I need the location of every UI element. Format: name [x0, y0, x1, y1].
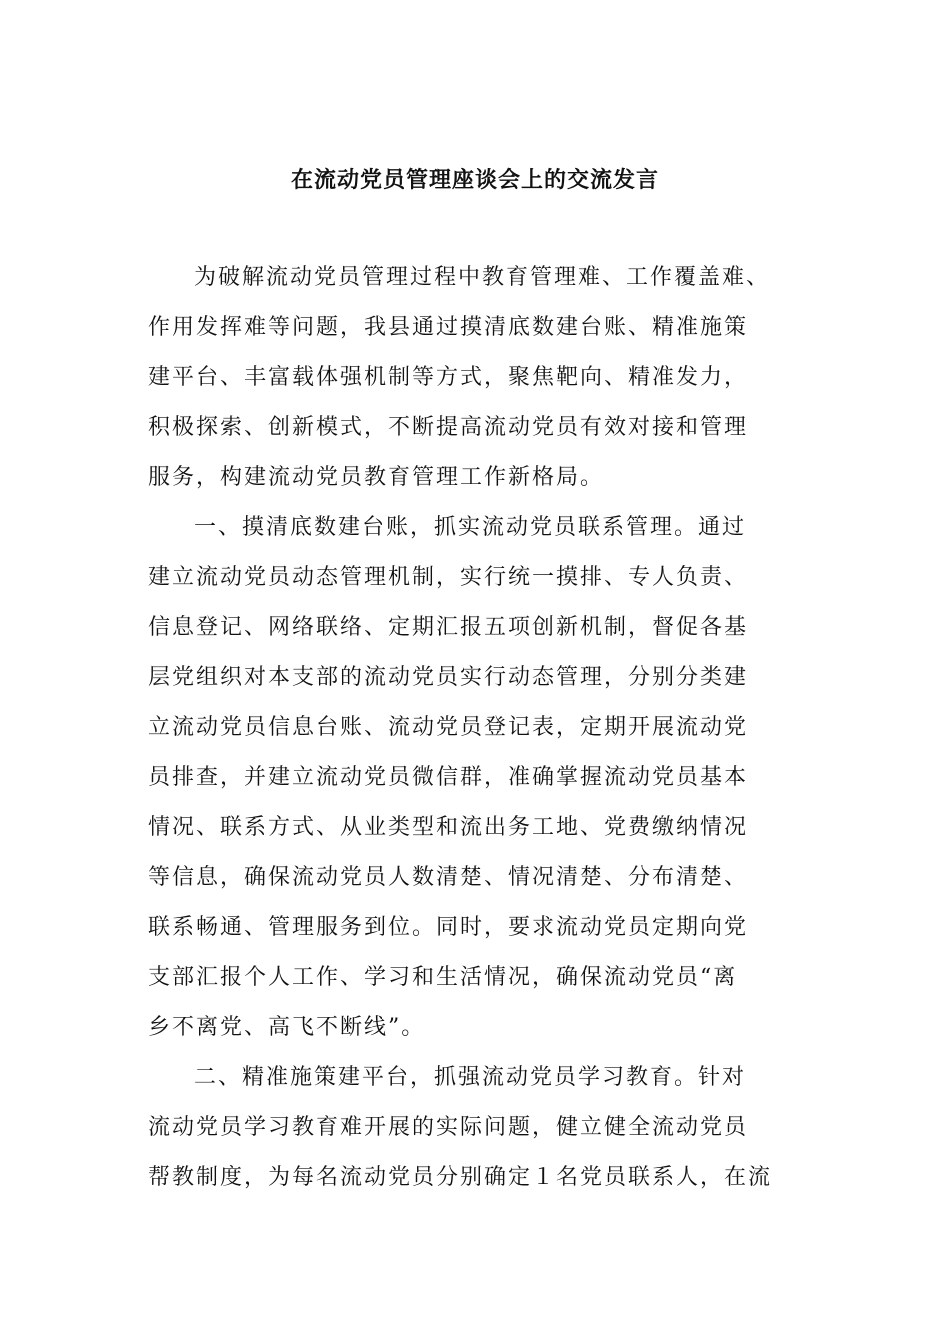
paragraph-line: 情况、联系方式、从业类型和流出务工地、党费缴纳情况 — [148, 815, 749, 840]
paragraph-line: 层党组织对本支部的流动党员实行动态管理，分别分类建 — [148, 665, 749, 690]
paragraph-line: 等信息，确保流动党员人数清楚、情况清楚、分布清楚、 — [148, 865, 749, 890]
paragraph-line: 支部汇报个人工作、学习和生活情况，确保流动党员“离 — [148, 965, 738, 990]
paragraph-line: 一、摸清底数建台账，抓实流动党员联系管理。通过 — [194, 515, 747, 540]
paragraph-line: 立流动党员信息台账、流动党员登记表，定期开展流动党 — [148, 715, 749, 740]
paragraph-line: 帮教制度，为每名流动党员分别确定１名党员联系人，在流 — [148, 1165, 773, 1190]
paragraph-line: 积极探索、创新模式，不断提高流动党员有效对接和管理 — [148, 415, 749, 440]
paragraph-line: 乡不离党、高飞不断线”。 — [148, 1015, 426, 1040]
paragraph-line: 服务，构建流动党员教育管理工作新格局。 — [148, 465, 605, 490]
paragraph-line: 作用发挥难等问题，我县通过摸清底数建台账、精准施策 — [148, 315, 749, 340]
document-body — [148, 253, 808, 1203]
document-title: 在流动党员管理座谈会上的交流发言 — [290, 167, 659, 193]
paragraph-line: 信息登记、网络联络、定期汇报五项创新机制，督促各基 — [148, 615, 749, 640]
paragraph-line: 流动党员学习教育难开展的实际问题，健立健全流动党员 — [148, 1115, 749, 1140]
paragraph-line: 员排查，并建立流动党员微信群，准确掌握流动党员基本 — [148, 765, 749, 790]
paragraph-line: 建立流动党员动态管理机制，实行统一摸排、专人负责、 — [148, 565, 749, 590]
paragraph-line: 为破解流动党员管理过程中教育管理难、工作覆盖难、 — [194, 265, 771, 290]
paragraph-line: 二、精准施策建平台，抓强流动党员学习教育。针对 — [194, 1065, 747, 1090]
paragraph-line: 联系畅通、管理服务到位。同时，要求流动党员定期向党 — [148, 915, 749, 940]
paragraph-line: 建平台、丰富载体强机制等方式，聚焦靶向、精准发力， — [148, 365, 749, 390]
